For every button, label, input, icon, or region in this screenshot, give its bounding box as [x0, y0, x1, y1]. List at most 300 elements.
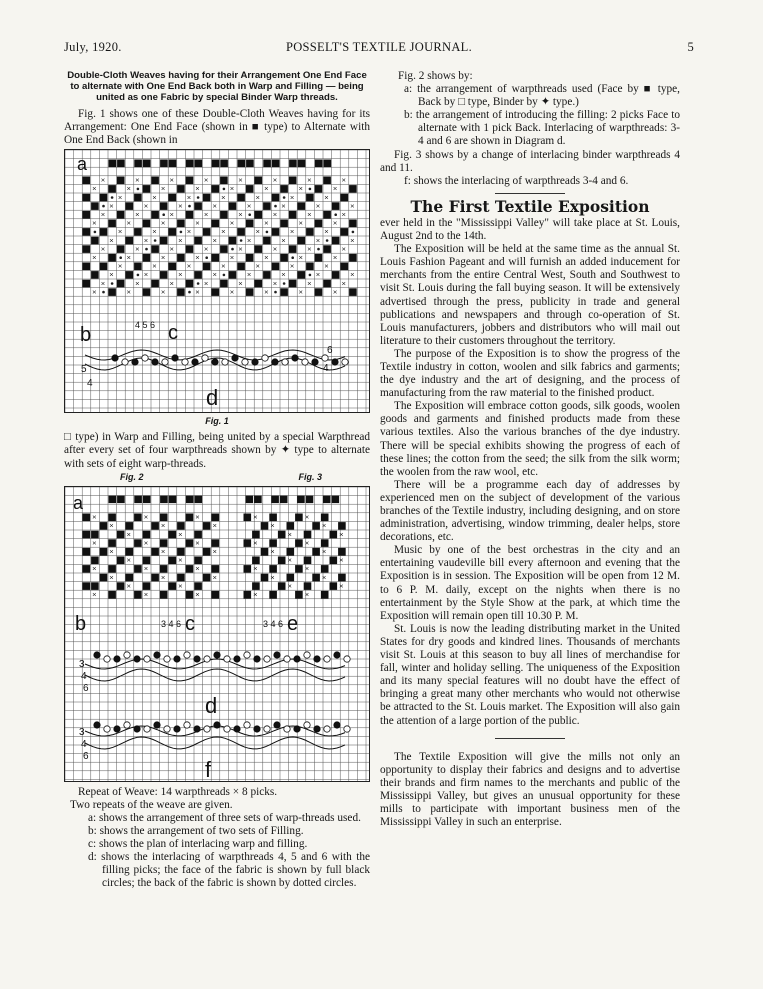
- exposition-paragraph-1: ever held in the "Mississippi Valley" will take place at St. Louis, August 2nd to the 14th.: [380, 216, 680, 243]
- interlacing-circle: [164, 656, 170, 662]
- weave-cell-cross: ×: [152, 227, 157, 237]
- weave-cell-dot: [137, 274, 140, 277]
- label-e: e: [287, 612, 299, 635]
- weave-cell-cross: ×: [253, 563, 258, 573]
- weave-cell-cross: ×: [212, 546, 217, 556]
- weave-cell-dot: [274, 291, 277, 294]
- article-heading: Double-Cloth Weaves having for their Arrangement One End Face to alternate with One End Back both in Warp and Filling — being united as one Fabric by special Binder Warp threads.: [67, 70, 367, 103]
- weave-cell-cross: ×: [135, 210, 140, 220]
- weave-cell-black: [261, 522, 269, 530]
- label-3: 3: [79, 658, 85, 670]
- fig3-text: Fig. 3 shows by a change of interlacing binder warpthreads 4 and 11.: [380, 148, 680, 174]
- weave-cell-cross: ×: [195, 512, 200, 522]
- label-d: d: [206, 385, 219, 411]
- weave-cell-black: [194, 530, 202, 538]
- weave-cell-cross: ×: [270, 546, 275, 556]
- weave-cell-cross: ×: [178, 236, 183, 246]
- weave-cell-black: [151, 280, 159, 288]
- weave-cell-cross: ×: [143, 512, 149, 522]
- interlacing-circle: [134, 656, 140, 662]
- interlacing-circle: [124, 722, 130, 728]
- weave-cell-black: [134, 495, 142, 503]
- weave-cell-cross: ×: [255, 227, 260, 237]
- weave-cell-black: [321, 565, 329, 573]
- header-date: July, 1920.: [64, 40, 122, 54]
- weave-cell-black: [280, 254, 288, 262]
- weave-cell-black: [306, 194, 314, 202]
- weave-cell-black: [306, 228, 314, 236]
- right-column: [380, 70, 680, 829]
- weave-cell-cross: ×: [212, 270, 217, 280]
- weave-cell-cross: ×: [178, 270, 183, 280]
- weave-cell-black: [143, 289, 151, 297]
- label-34-6: 3 4 6: [161, 618, 182, 629]
- weave-cell-black: [323, 495, 331, 503]
- figure-1-caption: Fig. 1: [205, 416, 229, 427]
- interlacing-circle: [252, 359, 258, 365]
- interlacing-circle: [284, 726, 290, 732]
- weave-cell-cross: ×: [100, 210, 106, 220]
- weave-cell-dot: [283, 282, 286, 285]
- weave-cell-cross: ×: [298, 253, 303, 263]
- weave-cell-black: [83, 246, 91, 254]
- weave-cell-black: [117, 530, 125, 538]
- weave-cell-dot: [180, 231, 183, 234]
- weave-cell-black: [212, 565, 220, 573]
- weave-cell-cross: ×: [341, 279, 346, 289]
- figure-1: [64, 149, 370, 413]
- weave-cell-cross: ×: [203, 279, 209, 289]
- label-6b: 6: [83, 750, 89, 762]
- weave-cell-cross: ×: [307, 244, 312, 254]
- weave-cell-black: [306, 495, 314, 503]
- weave-cell-black: [203, 228, 211, 236]
- weave-cell-dot: [205, 257, 208, 260]
- interlacing-circle: [332, 359, 338, 365]
- label-a: a: [73, 492, 84, 513]
- weave-cell-black: [143, 495, 151, 503]
- interlacing-circle: [254, 656, 260, 662]
- weave-cell-black: [295, 539, 303, 547]
- weave-cell-dot: [188, 291, 191, 294]
- weave-cell-black: [169, 160, 177, 168]
- weave-cell-black: [298, 271, 306, 279]
- weave-cell-black: [280, 289, 288, 297]
- weave-cell-black: [186, 280, 194, 288]
- weave-cell-black: [254, 495, 262, 503]
- weave-cell-dot: [188, 205, 191, 208]
- weave-cell-dot: [266, 231, 269, 234]
- interlacing-circle: [204, 726, 210, 732]
- interlacing-circle: [242, 359, 248, 365]
- interlacing-circle: [154, 652, 160, 658]
- interlacing-circle: [272, 359, 278, 365]
- weave-cell-black: [151, 573, 159, 581]
- weave-cell-black: [244, 591, 252, 599]
- weave-cell-cross: ×: [221, 261, 226, 271]
- weave-cell-black: [117, 280, 125, 288]
- weave-cell-dot: [309, 274, 312, 277]
- weave-cell-black: [151, 211, 159, 219]
- weave-cell-cross: ×: [321, 520, 327, 530]
- interlacing-circle: [172, 355, 178, 361]
- section-divider: [495, 193, 565, 194]
- weave-cell-cross: ×: [135, 244, 140, 254]
- weave-cell-black: [349, 289, 357, 297]
- weave-cell-cross: ×: [229, 218, 235, 228]
- interlacing-circle: [294, 656, 300, 662]
- weave-cell-cross: ×: [178, 529, 183, 539]
- weave-cell-black: [332, 495, 340, 503]
- weave-cell-dot: [231, 248, 234, 251]
- weave-cell-black: [117, 556, 125, 564]
- interlacing-circle: [144, 656, 150, 662]
- weave-cell-black: [321, 591, 329, 599]
- weave-cell-black: [83, 211, 91, 219]
- interlacing-circle: [224, 726, 230, 732]
- weave-cell-cross: ×: [126, 253, 131, 263]
- weave-cell-cross: ×: [169, 175, 174, 185]
- weave-cell-black: [186, 495, 194, 503]
- weave-cell-black: [263, 237, 271, 245]
- weave-cell-cross: ×: [307, 279, 312, 289]
- weave-cell-dot: [240, 239, 243, 242]
- interlacing-circle: [344, 656, 350, 662]
- weave-cell-cross: ×: [287, 581, 292, 591]
- weave-cell-black: [306, 263, 314, 271]
- weave-cell-cross: ×: [109, 572, 114, 582]
- weave-cell-cross: ×: [315, 201, 321, 211]
- weave-cell-black: [160, 203, 168, 211]
- weave-cell-cross: ×: [264, 218, 269, 228]
- interlacing-circle: [114, 726, 120, 732]
- weave-cell-cross: ×: [143, 201, 149, 211]
- weave-cell-black: [203, 573, 211, 581]
- weave-cell-black: [100, 573, 108, 581]
- weave-cell-black: [143, 254, 151, 262]
- weave-cell-cross: ×: [253, 589, 258, 599]
- weave-cell-cross: ×: [203, 210, 209, 220]
- weave-cell-dot: [334, 214, 337, 217]
- weave-cell-black: [195, 160, 203, 168]
- weave-cell-black: [289, 280, 297, 288]
- weave-cell-black: [91, 271, 99, 279]
- weave-cell-cross: ×: [92, 287, 97, 297]
- weave-cell-cross: ×: [298, 218, 303, 228]
- weave-cell-cross: ×: [238, 244, 243, 254]
- weave-cell-black: [186, 591, 194, 599]
- weave-cell-black: [252, 556, 260, 564]
- weave-cell-black: [272, 160, 280, 168]
- weave-cell-black: [272, 263, 280, 271]
- weave-cell-cross: ×: [270, 572, 275, 582]
- weave-cell-cross: ×: [304, 538, 310, 548]
- weave-cell-black: [212, 289, 220, 297]
- weave-cell-cross: ×: [100, 175, 106, 185]
- weave-cell-black: [212, 160, 220, 168]
- label-6: 6: [83, 682, 89, 694]
- weave-cell-black: [126, 237, 134, 245]
- weave-cell-cross: ×: [287, 529, 292, 539]
- weave-cell-cross: ×: [160, 218, 166, 228]
- weave-cell-black: [349, 220, 357, 228]
- weave-cell-cross: ×: [126, 529, 131, 539]
- weave-cell-cross: ×: [160, 253, 166, 263]
- weave-cell-black: [289, 211, 297, 219]
- interlacing-circle: [132, 359, 138, 365]
- weave-cell-cross: ×: [195, 287, 200, 297]
- weave-cell-black: [287, 573, 295, 581]
- weave-cell-black: [229, 237, 237, 245]
- exposition-paragraph-3: The purpose of the Exposition is to show the progress of the Textile industry in cotton, woolen and silk fabrics and garments; the dye industry and the art of designing, and the process of manufacturing from the raw material to the finished product.: [380, 347, 680, 400]
- weave-cell-cross: ×: [238, 279, 243, 289]
- weave-cell-cross: ×: [186, 227, 192, 237]
- legend-list: [64, 812, 370, 891]
- fig2-item-b: b: the arrangement of introducing the filling: 2 picks Face to alternate with 1 pick Back. Interlacing of warpthreads: 3-4 and 6 are shown in Diagram d.: [404, 109, 680, 148]
- fig3-item-f: f: shows the interlacing of warpthreads 3-4 and 6.: [404, 174, 629, 187]
- weave-cell-black: [160, 237, 168, 245]
- weave-cell-black: [289, 246, 297, 254]
- weave-cell-dot: [102, 205, 105, 208]
- article-title: The First Textile Exposition: [410, 196, 650, 216]
- weave-cell-black: [261, 548, 269, 556]
- weave-cell-cross: ×: [126, 218, 131, 228]
- weave-cell-black: [263, 203, 271, 211]
- interlacing-circle: [274, 652, 280, 658]
- weave-cell-black: [108, 185, 116, 193]
- weave-cell-cross: ×: [109, 270, 114, 280]
- figure-2-3-diagram: [65, 487, 369, 781]
- figure-2-3-captions: [64, 471, 370, 484]
- interlacing-circle: [304, 722, 310, 728]
- weave-cell-dot: [326, 239, 329, 242]
- weave-cell-black: [194, 203, 202, 211]
- weave-cell-cross: ×: [117, 193, 123, 203]
- weave-cell-black: [134, 565, 142, 573]
- weave-cell-black: [212, 254, 220, 262]
- weave-cell-cross: ×: [339, 529, 344, 539]
- weave-cell-cross: ×: [350, 270, 355, 280]
- weave-cell-dot: [119, 257, 122, 260]
- interlacing-circle: [264, 726, 270, 732]
- interlacing-circle: [324, 656, 330, 662]
- interlacing-circle: [342, 359, 348, 365]
- figure-1-diagram: [65, 150, 369, 412]
- weave-cell-cross: ×: [332, 253, 338, 263]
- interlacing-circle: [222, 359, 228, 365]
- label-4b: 4: [81, 738, 87, 750]
- weave-cell-cross: ×: [143, 538, 149, 548]
- weave-cell-black: [134, 263, 142, 271]
- weave-cell-dot: [352, 231, 355, 234]
- weave-cell-black: [194, 556, 202, 564]
- weave-cell-cross: ×: [143, 270, 149, 280]
- label-4: 4: [87, 378, 93, 390]
- weave-cell-cross: ×: [281, 236, 286, 246]
- label-4: 4: [81, 670, 87, 682]
- interlacing-circle: [244, 652, 250, 658]
- interlacing-circle: [264, 656, 270, 662]
- weave-cell-black: [312, 548, 320, 556]
- weave-cell-cross: ×: [350, 201, 355, 211]
- interlacing-circle: [344, 726, 350, 732]
- weave-cell-black: [330, 556, 338, 564]
- weave-cell-cross: ×: [117, 227, 123, 237]
- weave-cell-black: [220, 211, 228, 219]
- weave-cell-black: [269, 565, 277, 573]
- weave-cell-black: [160, 271, 168, 279]
- weave-cell-black: [244, 565, 252, 573]
- interlacing-circle: [152, 359, 158, 365]
- weave-cell-cross: ×: [246, 270, 252, 280]
- weave-cell-black: [229, 271, 237, 279]
- weave-cell-black: [212, 591, 220, 599]
- interlacing-circle: [124, 652, 130, 658]
- interlacing-circle: [312, 359, 318, 365]
- weave-cell-black: [108, 220, 116, 228]
- weave-cell-black: [91, 203, 99, 211]
- weave-cell-cross: ×: [272, 175, 278, 185]
- weave-cell-cross: ×: [160, 520, 166, 530]
- weave-cell-cross: ×: [304, 512, 310, 522]
- weave-cell-black: [186, 246, 194, 254]
- weave-cell-cross: ×: [255, 261, 260, 271]
- weave-cell-black: [108, 254, 116, 262]
- weave-cell-dot: [102, 291, 105, 294]
- weave-cell-black: [83, 177, 91, 185]
- weave-cell-black: [126, 573, 134, 581]
- weave-cell-dot: [111, 196, 114, 199]
- figure-2-caption: Fig. 2: [120, 471, 144, 482]
- interlacing-circle: [202, 355, 208, 361]
- weave-cell-black: [109, 160, 117, 168]
- interlacing-circle: [194, 726, 200, 732]
- weave-cell-black: [330, 530, 338, 538]
- weave-cell-black: [169, 582, 177, 590]
- label-3b: 3: [79, 726, 85, 738]
- interlacing-circle: [164, 726, 170, 732]
- weave-cell-cross: ×: [92, 563, 97, 573]
- weave-cell-cross: ×: [324, 227, 329, 237]
- weave-cell-cross: ×: [255, 193, 260, 203]
- weave-cell-black: [324, 160, 332, 168]
- interlacing-circle: [302, 359, 308, 365]
- weave-cell-black: [151, 548, 159, 556]
- weave-cell-cross: ×: [324, 261, 329, 271]
- weave-cell-black: [100, 548, 108, 556]
- weave-cell-cross: ×: [195, 253, 200, 263]
- weave-cell-black: [297, 495, 305, 503]
- weave-cell-black: [323, 246, 331, 254]
- weave-cell-black: [252, 530, 260, 538]
- weave-cell-black: [126, 522, 134, 530]
- weave-cell-black: [177, 254, 185, 262]
- weave-cell-cross: ×: [195, 563, 200, 573]
- weave-cell-cross: ×: [321, 572, 327, 582]
- weave-cell-black: [134, 228, 142, 236]
- weave-cell-cross: ×: [152, 261, 157, 271]
- interlacing-circle: [262, 355, 268, 361]
- weave-cell-black: [91, 237, 99, 245]
- weave-cell-black: [108, 539, 116, 547]
- weave-cell-cross: ×: [339, 581, 344, 591]
- weave-cell-cross: ×: [178, 201, 183, 211]
- interlacing-circle: [224, 656, 230, 662]
- weave-cell-black: [212, 539, 220, 547]
- weave-cell-black: [255, 177, 263, 185]
- weave-cell-cross: ×: [264, 184, 269, 194]
- interlacing-circle: [334, 652, 340, 658]
- weave-cell-dot: [137, 188, 140, 191]
- interlacing-circle: [142, 355, 148, 361]
- weave-cell-black: [160, 539, 168, 547]
- weave-cell-dot: [145, 248, 148, 251]
- weave-cell-black: [186, 211, 194, 219]
- weave-cell-black: [100, 522, 108, 530]
- weave-cell-black: [229, 203, 237, 211]
- weave-cell-black: [246, 289, 254, 297]
- weave-cell-black: [295, 565, 303, 573]
- interlacing-circle: [192, 359, 198, 365]
- weave-cell-cross: ×: [287, 555, 292, 565]
- weave-cell-black: [169, 263, 177, 271]
- weave-cell-black: [238, 160, 246, 168]
- weave-cell-black: [220, 280, 228, 288]
- weave-cell-black: [83, 513, 91, 521]
- weave-cell-cross: ×: [169, 244, 174, 254]
- weave-cell-black: [203, 522, 211, 530]
- weave-cell-cross: ×: [341, 210, 346, 220]
- weave-cell-black: [338, 548, 346, 556]
- weave-cell-black: [280, 220, 288, 228]
- weave-cell-black: [330, 582, 338, 590]
- weave-cell-cross: ×: [109, 546, 114, 556]
- weave-cell-black: [186, 513, 194, 521]
- weave-cell-cross: ×: [195, 218, 200, 228]
- interlacing-circle: [324, 726, 330, 732]
- weave-cell-cross: ×: [117, 261, 123, 271]
- weave-cell-cross: ×: [92, 589, 97, 599]
- label-456: 4 5 6: [135, 320, 156, 331]
- weave-cell-black: [108, 565, 116, 573]
- weave-cell-black: [83, 228, 91, 236]
- weave-cell-black: [304, 582, 312, 590]
- weave-cell-black: [255, 246, 263, 254]
- weave-cell-black: [177, 548, 185, 556]
- weave-cell-black: [315, 220, 323, 228]
- interlacing-circle: [234, 726, 240, 732]
- legend-item-c: c: shows the plan of interlacing warp and filling.: [88, 838, 308, 851]
- weave-cell-cross: ×: [92, 184, 97, 194]
- weave-cell-black: [315, 289, 323, 297]
- weave-cell-black: [169, 530, 177, 538]
- weave-cell-cross: ×: [315, 236, 321, 246]
- weave-cell-black: [151, 522, 159, 530]
- weave-cell-black: [323, 280, 331, 288]
- weave-cell-black: [186, 565, 194, 573]
- exposition-paragraph-4: The Exposition will embrace cotton goods, silk goods, woolen goods and garments and finished products made from these various textiles. Also the various branches of the dye industry. There will be special exhibits showing the progress of each of these lines; the cotton from the seed; the silk from the silk worm; the woolen from the raw wool, etc.: [380, 400, 680, 478]
- interlacing-circle: [304, 652, 310, 658]
- interlacing-circle: [292, 355, 298, 361]
- weave-cell-black: [278, 556, 286, 564]
- weave-cell-black: [177, 573, 185, 581]
- left-column: [64, 70, 370, 891]
- weave-cell-black: [134, 160, 142, 168]
- weave-cell-cross: ×: [126, 184, 131, 194]
- weave-cell-black: [321, 539, 329, 547]
- weave-cell-cross: ×: [212, 236, 217, 246]
- interlacing-circle: [214, 722, 220, 728]
